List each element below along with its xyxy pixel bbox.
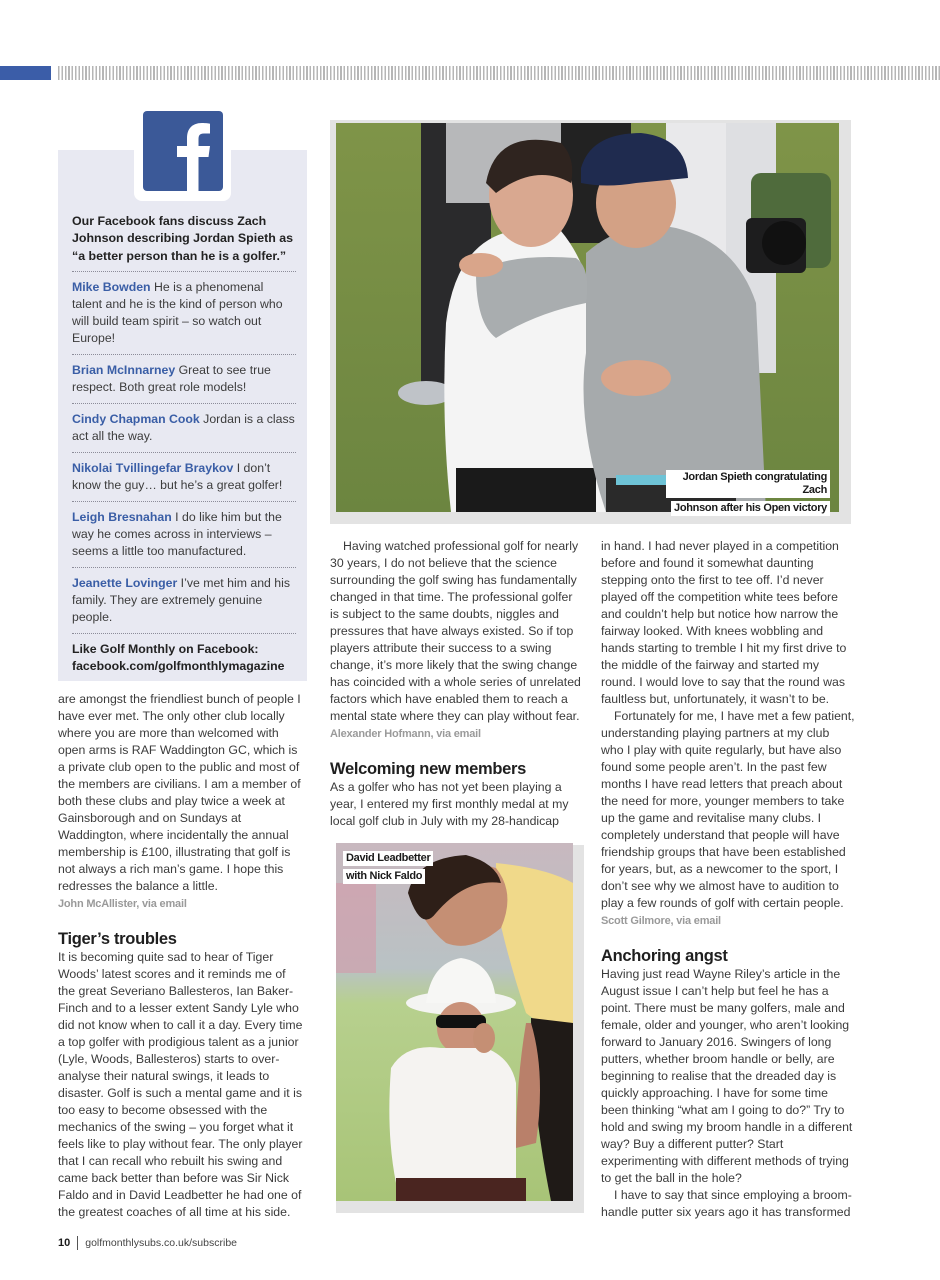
facebook-comments [72, 213, 296, 675]
facebook-icon [143, 111, 223, 191]
comment-text: Great to see true respect. Both great role models! [72, 362, 271, 394]
commenter-name: Jeanette Lovinger [72, 575, 178, 590]
comment-text: I do like him but the way he comes across in interviews – seems a little too manufactured. [72, 509, 282, 558]
section-heading: Tiger’s troubles [58, 930, 177, 948]
page-footer [58, 1236, 237, 1250]
caption-line: Johnson after his Open victory [671, 501, 830, 516]
column-1 [58, 691, 306, 1221]
column-2 [330, 538, 582, 830]
comment-text: I don’t know the guy… but he’s a great golfer! [72, 460, 283, 492]
page-number: 10 [58, 1237, 71, 1249]
caption-line: Jordan Spieth congratulating Zach [666, 470, 830, 498]
facebook-cta-link[interactable]: facebook.com/golfmonthlymagazine [72, 658, 285, 673]
footer-divider [77, 1236, 78, 1250]
letter-text: Having just read Wayne Riley’s article in the August issue I can’t help but feel he has a point. There must be many golfers, male and female, older and younger, who aren’t looking forward to January 2016. Swingers of long putters, whether broom handle or belly, are beginning to realise that the dreaded day is quickly approaching. I have for some time been thinking “what am I going to do?” Try to hold and swing my broom handle in a different way? Buy a different putter? Start experimenting with different methods of trying to get the ball in the hole? [601, 967, 853, 1185]
letter-text: Having watched professional golf for nearly 30 years, I do not believe that the science surrounding the golf swing has fundamentally changed in that time. The professional golfer is subject to the same doubts, niggles and pressures that have always existed. So if top players attribute their success to a swing change, it’s more likely that the swing change has coincided with a whole series of unrelated factors which have enabled them to reach a mental state where they can play without fear. [330, 539, 581, 723]
facebook-comment [72, 460, 296, 501]
header-accent-bar [0, 66, 51, 80]
divider [72, 501, 296, 502]
commenter-name: Brian McInnarney [72, 362, 176, 377]
letter-text: Fortunately for me, I have met a few patient, understanding playing partners at my club who I play with quite regularly, but have also found some people aren’t. In the past few months I have read letters that preach about the need for more, younger members to take up the game and revitalise many clubs. I completely understand that people will have friendship groups that have been established for years, but, as a newcomer to the sport, I don’t see why we almost have to audition to play a few rounds of golf with certain people. [601, 709, 855, 910]
letter-text: It is becoming quite sad to hear of Tiger Woods’ latest scores and it reminds me of the great Severiano Ballesteros, Ian Baker-Finch and to a lesser extent Sandy Lyle who did not know when to call it a day. Every time a top golfer with prodigious talent as a junior (Lyle, Woods, Ballesteros) starts to over-analyse their natural swings, it leads to disaster. Golf is such a mental game and it is too easy to become obsessed with the mechanics of the swing – you forget what it feels like to play without fear. The only player that I can recall who rebuilt his swing and came back better than before was Sir Nick Faldo and in David Leadbetter he had one of the greatest coaches of all time at his side. [58, 950, 303, 1219]
caption-line: David Leadbetter [343, 851, 433, 866]
facebook-cta [72, 641, 296, 675]
divider [72, 567, 296, 568]
commenter-name: Cindy Chapman Cook [72, 411, 200, 426]
photo-spieth-johnson [336, 123, 839, 512]
letter-byline: John McAllister, via email [58, 898, 187, 910]
divider [72, 452, 296, 453]
letter-text: I have to say that since employing a broom-handle putter six years ago it has transformed [601, 1188, 852, 1219]
section-heading: Welcoming new members [330, 760, 527, 778]
comment-text: I’ve met him and his family. They are extremely genuine people. [72, 575, 291, 624]
comment-text: Jordan is a class act all the way. [72, 411, 295, 443]
facebook-comment [72, 575, 296, 633]
subscribe-link[interactable]: golfmonthlysubs.co.uk/subscribe [85, 1237, 237, 1249]
letter-text: As a golfer who has not yet been playing a year, I entered my first monthly medal at my local golf club in July with my 28-handicap [330, 780, 569, 828]
caption-line: with Nick Faldo [343, 869, 425, 884]
facebook-comment [72, 362, 296, 403]
divider [72, 633, 296, 634]
photo-leadbetter-faldo [336, 843, 573, 1201]
letter-byline: Scott Gilmore, via email [601, 915, 721, 927]
photo-caption [666, 470, 830, 519]
photo-caption [343, 851, 433, 887]
divider [72, 271, 296, 272]
facebook-cta-label: Like Golf Monthly on Facebook: [72, 641, 259, 656]
letter-text: are amongst the friendliest bunch of people I have ever met. The only other club locally where you are more than welcomed with open arms is RAF Waddington GC, which is a private club open to the public and most of the members are civilians. I am a member of both these clubs and play twice a week at Gainsborough and on Sundays at Waddington, where incidentally the annual membership is £100, illustrating that golf is not always a rich man’s game. I hope this redresses the balance a little. [58, 692, 301, 893]
commenter-name: Mike Bowden [72, 279, 151, 294]
divider [72, 354, 296, 355]
letter-byline: Alexander Hofmann, via email [330, 728, 481, 740]
commenter-name: Leigh Bresnahan [72, 509, 172, 524]
facebook-comment [72, 279, 296, 354]
facebook-comment [72, 509, 296, 567]
letter-text: in hand. I had never played in a competition before and found it somewhat daunting stepping onto the first to tee off. I’d never played off the competition white tees before and couldn’t help but notice how narrow the fairway looked. With knees wobbling and hands starting to tremble I hit my first drive to the middle of the fairway and started my round. I would love to say that the round was faultless but, unfortunately, it wasn’t to be. [601, 539, 847, 706]
divider [72, 403, 296, 404]
facebook-intro: Our Facebook fans discuss Zach Johnson describing Jordan Spieth as “a better person than he is a golfer.” [72, 214, 294, 263]
commenter-name: Nikolai Tvillingefar Braykov [72, 460, 234, 475]
facebook-comment [72, 411, 296, 452]
section-heading: Anchoring angst [601, 947, 728, 965]
comment-text: He is a phenomenal talent and he is the kind of person who will build team spirit – so watch out Europe! [72, 279, 283, 345]
header-tick-rule [58, 66, 940, 80]
column-3 [601, 538, 855, 1221]
